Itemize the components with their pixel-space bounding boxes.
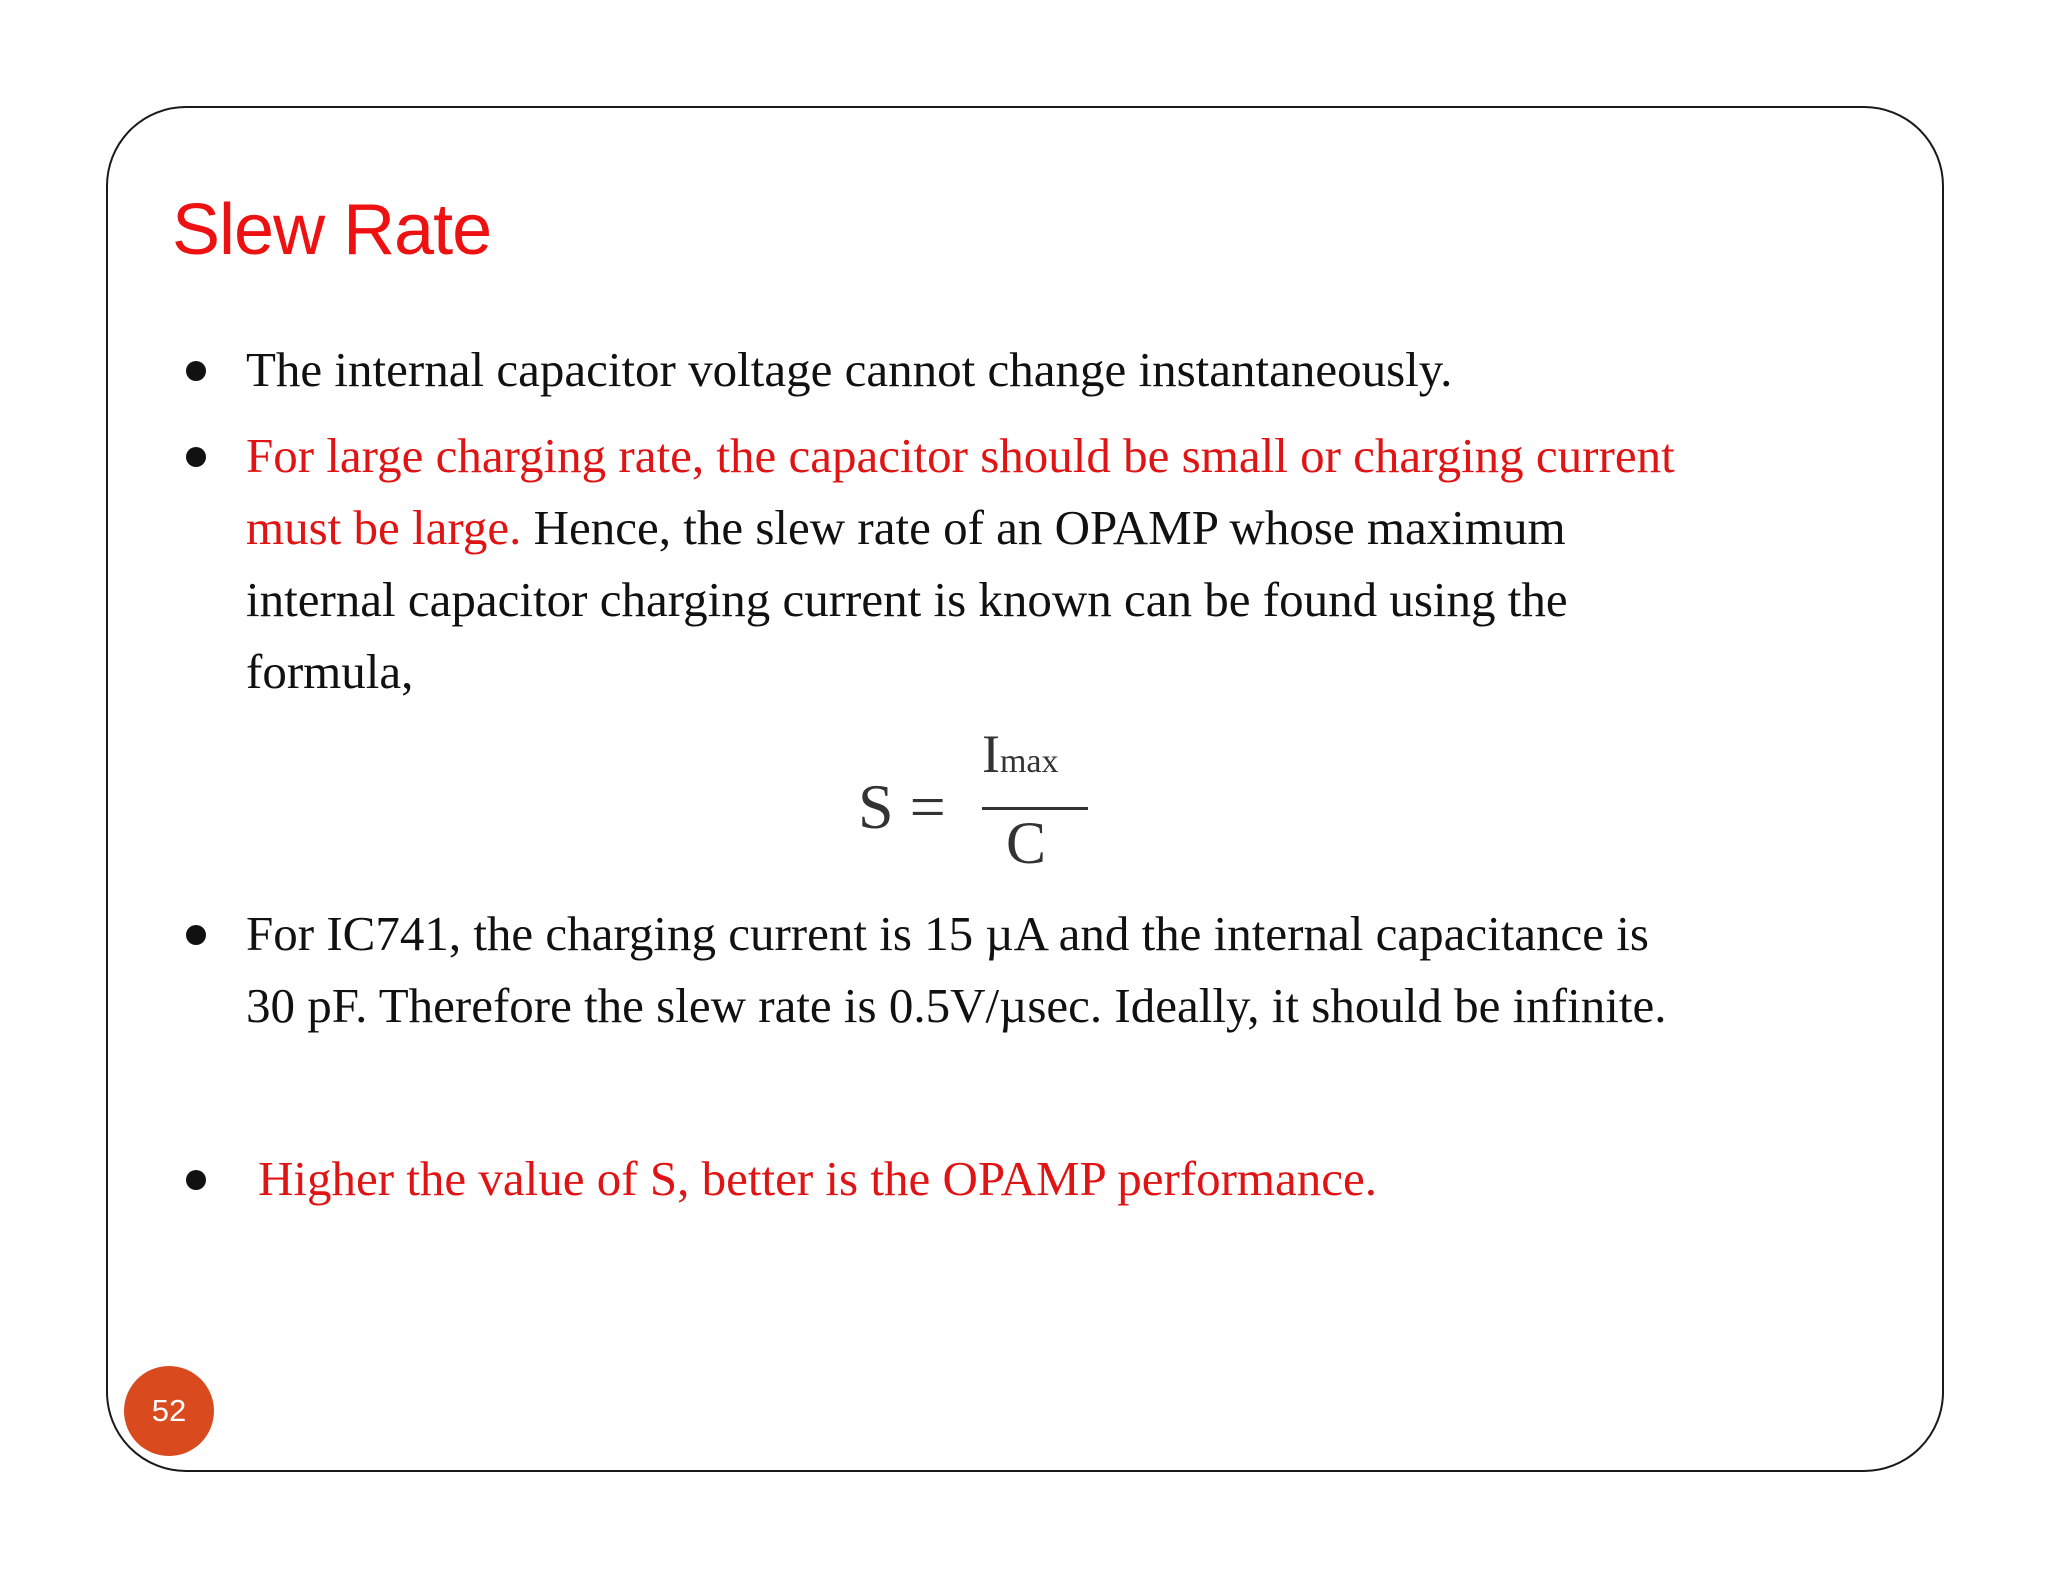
bullet-highlight-text: For large charging rate, the capacitor should be small or charging current must be large. [246,428,1675,555]
bullet-dot [186,925,206,945]
page-number-badge [124,1366,214,1456]
formula-denominator: C [1006,810,1047,876]
slew-rate-formula [858,724,1098,880]
bullet-highlight-text: Higher the value of S, better is the OPAMP performance. [258,1151,1378,1206]
bullet-text: Hence, the slew rate of an OPAMP whose maximum internal capacitor charging current is known can be found using the formula, [246,500,1568,699]
bullet-text: The internal capacitor voltage cannot change instantaneously. [246,342,1453,397]
page-number: 52 [151,1393,187,1428]
formula-numerator [982,724,1059,792]
bullet-dot [186,447,206,467]
slide-title: Slew Rate [172,190,492,270]
bullet-text: For IC741, the charging current is 15 µA and the internal capacitance is 30 pF. Therefore the slew rate is 0.5V/µsec. Ideally, it should be infinite. [246,906,1667,1033]
bullet-text-group [246,420,1826,708]
formula-numerator-subscript: max [999,743,1059,780]
formula-numerator-symbol: I [982,724,1000,784]
formula-lhs: S = [858,771,946,842]
bullet-dot [186,1170,206,1190]
bullet-dot [186,361,206,381]
